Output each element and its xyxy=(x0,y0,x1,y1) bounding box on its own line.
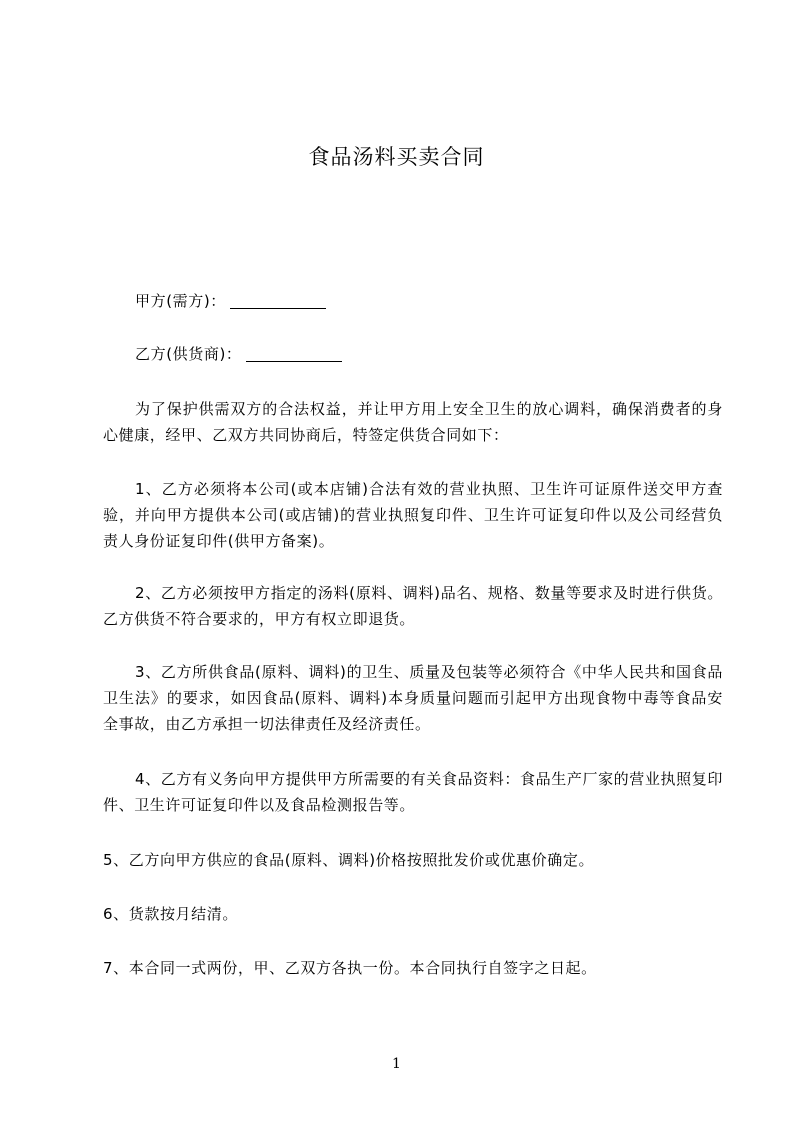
clause-4: 4、乙方有义务向甲方提供甲方所需要的有关食品资料：食品生产厂家的营业执照复印件、卫生许可证复印件以及食品检测报告等。 xyxy=(103,770,723,814)
intro-paragraph: 为了保护供需双方的合法权益，并让甲方用上安全卫生的放心调料，确保消费者的身心健康，经甲、乙双方共同协商后，特签定供货合同如下： xyxy=(103,400,723,444)
party-a-line xyxy=(103,288,723,314)
party-b-line xyxy=(103,341,723,367)
clause-7: 7、本合同一式两份，甲、乙双方各执一份。本合同执行自签字之日起。 xyxy=(103,959,597,977)
page-number: 1 xyxy=(392,1056,401,1072)
party-a-label: 甲方(需方)： xyxy=(135,292,226,310)
clause-6: 6、货款按月结清。 xyxy=(103,905,238,923)
clause-5: 5、乙方向甲方供应的食品(原料、调料)价格按照批发价或优惠价确定。 xyxy=(103,851,595,869)
party-a-blank xyxy=(230,292,326,309)
clause-1: 1、乙方必须将本公司(或本店铺)合法有效的营业执照、卫生许可证原件送交甲方查验，并向甲方提供本公司(或店铺)的营业执照复印件、卫生许可证复印件以及公司经营负责人身份证复印件(供甲方备案)。 xyxy=(103,480,723,550)
party-b-blank xyxy=(246,345,342,362)
clause-3: 3、乙方所供食品(原料、调料)的卫生、质量及包装等必须符合《中华人民共和国食品卫生法》的要求，如因食品(原料、调料)本身质量问题而引起甲方出现食物中毒等食品安全事故，由乙方承担一切法律责任及经济责任。 xyxy=(103,663,723,733)
page-title: 食品汤料买卖合同 xyxy=(308,145,485,169)
clause-2: 2、乙方必须按甲方指定的汤料(原料、调料)品名、规格、数量等要求及时进行供货。乙方供货不符合要求的，甲方有权立即退货。 xyxy=(103,584,723,628)
party-b-label: 乙方(供货商)： xyxy=(135,345,242,363)
